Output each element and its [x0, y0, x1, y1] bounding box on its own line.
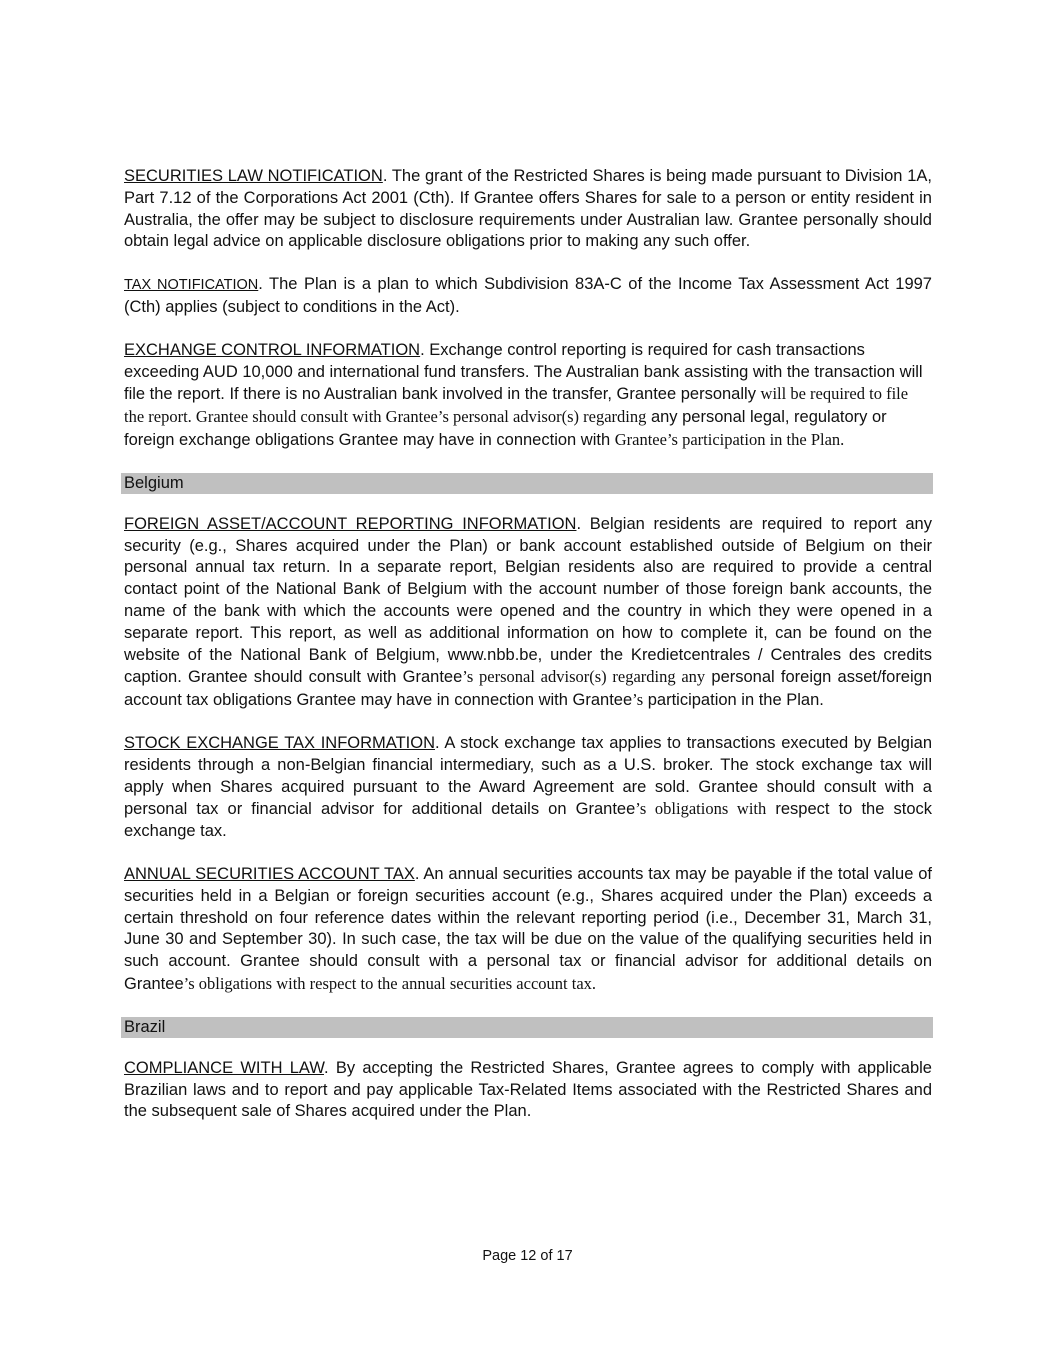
stock-exchange-text-a: . A stock exchange tax applies to transactions executed by Belgian residents through a non-Belgian financial intermediary, such as a U.S. broker. The stock exchange tax will apply when Shares acquired pursuant to the Award Agreement are sold. Grantee should consult with a personal tax or financial advisor for additional details on Grantee	[124, 733, 933, 819]
compliance-text: . By accepting the Restricted Shares, Grantee agrees to comply with applicable Brazilian laws and to report and pay applicable Tax-Related Items associated with the Restricted Shares and the subsequent sale of Shares acquired under the Plan.	[124, 1058, 932, 1121]
exchange-control-heading: EXCHANGE CONTROL INFORMATION	[124, 340, 421, 359]
document-page	[124, 166, 932, 1123]
compliance-paragraph	[124, 1058, 932, 1123]
foreign-asset-text-e: participation in the Plan.	[643, 691, 824, 710]
securities-law-paragraph	[124, 166, 932, 253]
stock-exchange-heading: STOCK EXCHANGE TAX INFORMATION	[124, 733, 435, 752]
stock-exchange-text-c: respect to the stock exchange tax.	[124, 800, 933, 841]
foreign-asset-paragraph	[124, 514, 932, 712]
tax-notification-heading: TAX NOTIFICATION	[124, 277, 259, 294]
annual-securities-text-b: ’s obligations with respect to the annual securities account tax.	[183, 973, 597, 993]
stock-exchange-text-b: ’s obligations with	[635, 799, 767, 819]
annual-securities-paragraph	[124, 864, 932, 996]
securities-law-heading: SECURITIES LAW NOTIFICATION	[124, 167, 383, 185]
page-number: Page 12 of 17	[482, 1248, 573, 1264]
foreign-asset-text-b: ’s personal advisor(s) regarding any	[462, 667, 706, 687]
securities-law-text: . The grant of the Restricted Shares is being made pursuant to Division 1A, Part 7.12 of the Corporations Act 2001 (Cth). If Grantee offers Shares for sale to a person or entity resident in Australia, the offer may be subject to disclosure requirements under Australian law. Grantee personally should obtain legal advice on applicable disclosure obligations prior to making any such offer.	[124, 167, 932, 251]
foreign-asset-text-a: . Belgian residents are required to report any security (e.g., Shares acquired under the Plan) or bank account established outside of Belgium on their personal annual tax return. In a separate report, Belgian residents also are required to provide a central contact point of the National Bank of Belgium with the account number of those foreign bank accounts, the name of the bank with which the accounts were opened and the country in which they were opened in a separate report. This report, as well as additional information on how to complete it, can be found on the website of the National Bank of Belgium, www.nbb.be, under the Kredietcentrales / Centrales des credits caption. Grantee should consult with Grantee	[124, 514, 932, 687]
exchange-control-paragraph	[124, 340, 932, 452]
section-heading-belgium: Belgium	[121, 473, 933, 494]
foreign-asset-text-c: personal foreign asset/foreign account tax obligations Grantee may have in connection with Grantee	[124, 668, 933, 710]
exchange-control-text-c: any personal legal, regulatory or foreign exchange obligations Grantee may have in connection with	[124, 408, 887, 449]
foreign-asset-heading: FOREIGN ASSET/ACCOUNT REPORTING INFORMATION	[124, 514, 577, 533]
tax-notification-text: . The Plan is a plan to which Subdivision 83A-C of the Income Tax Assessment Act 1997 (Cth) applies (subject to conditions in the Act).	[124, 275, 932, 316]
tax-notification-paragraph	[124, 274, 932, 319]
compliance-heading: COMPLIANCE WITH LAW	[124, 1058, 324, 1077]
exchange-control-text-d: Grantee’s participation in the Plan.	[614, 429, 845, 449]
annual-securities-heading: ANNUAL SECURITIES ACCOUNT TAX	[124, 864, 415, 883]
exchange-control-text-b: will be required to file the report. Grantee should consult with Grantee’s personal advisor(s) regarding	[124, 384, 909, 427]
annual-securities-text-a: . An annual securities accounts tax may be payable if the total value of securities held in a Belgian or foreign securities account (e.g., Shares acquired under the Plan) exceeds a certain threshold on four reference dates within the relevant reporting period (i.e., December 31, March 31, June 30 and September 30). In such case, the tax will be due on the value of the qualifying securities held in such account. Grantee should consult with a personal tax or financial advisor for additional details on Grantee	[124, 864, 932, 993]
stock-exchange-paragraph	[124, 733, 932, 843]
foreign-asset-text-d: ’s	[632, 690, 644, 710]
exchange-control-text-a: . Exchange control reporting is required for cash transactions exceeding AUD 10,000 and international fund transfers. The Australian bank assisting with the transaction will file the report. If there is no Australian bank involved in the transfer, Grantee personally	[124, 340, 923, 404]
section-heading-brazil: Brazil	[121, 1017, 933, 1038]
